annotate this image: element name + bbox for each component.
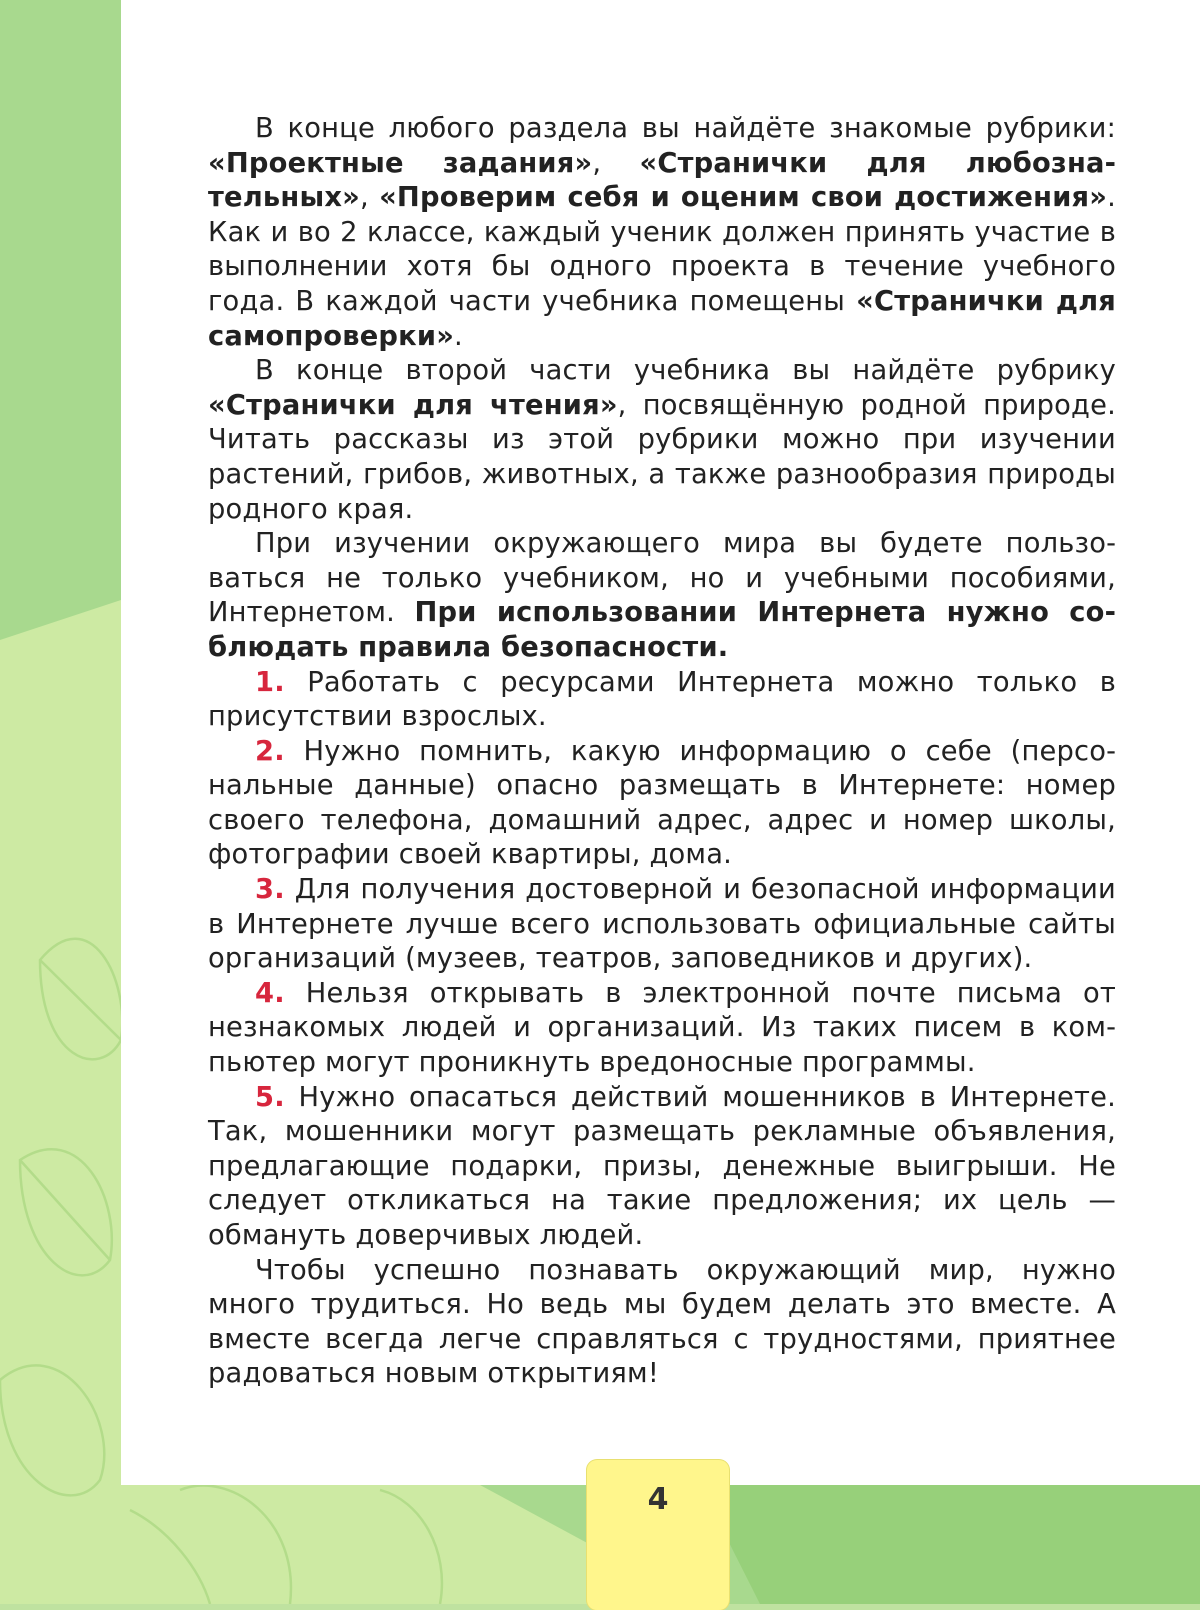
rule-number: 4. — [255, 977, 285, 1009]
text-run: , — [359, 182, 380, 214]
rule-item — [208, 873, 1116, 977]
bold-text: «Странички для самопроверки» — [208, 285, 1116, 352]
text-run: Чтобы успешно познавать окружающий мир, нужно много трудиться. Но ведь мы будем делать это вместе. А вместе всегда легче справляться с трудностями, приятнее радоваться новым открытиям! — [208, 1254, 1116, 1390]
page-number: 4 — [647, 1482, 669, 1517]
text-run: . — [454, 320, 463, 352]
text-run: , посвящённую родной природе. Читать рассказы из этой рубрики можно при изучении растений, грибов, животных, а также разнообразия природы родного края. — [208, 389, 1116, 525]
paragraph — [208, 1254, 1116, 1392]
text-run: В конце любого раздела вы найдёте знакомые рубрики: — [255, 113, 1116, 144]
text-run: , — [592, 147, 640, 179]
rule-item — [208, 666, 1116, 735]
text-run: При изучении окружающего мира вы будете пользоваться не только учебником, но и учебными пособиями, Интернетом. — [208, 528, 1116, 629]
paragraph — [208, 354, 1116, 527]
bold-text: При использовании Интернета нужно соблюдать правила безопасности. — [208, 597, 1116, 663]
text-run: Нельзя открывать в электронной почте письма от незнакомых людей и организаций. Из таких писем в компьютер могут проникнуть вредоносные программы. — [208, 977, 1116, 1079]
bold-text: «Проверим себя и оценим свои достижения» — [379, 182, 1108, 214]
text-run: Работать с ресурсами Интернета можно только в присутствии взрослых. — [208, 666, 1116, 733]
text-run: Нужно опасаться действий мошенников в Интернете. Так, мошенники могут размещать рекламные объявления, предлагающие подарки, призы, денежные выигрыши. Не следует откликаться на такие предложения; их цель — обмануть доверчивых людей. — [208, 1081, 1116, 1251]
text-run: В конце второй части учебника вы найдёте рубрику — [255, 355, 1116, 387]
body-text — [208, 112, 1116, 1392]
bold-text: «Странички для чтения» — [208, 389, 618, 421]
rule-number: 2. — [255, 735, 285, 767]
bold-text: «Странички для любознательных» — [208, 147, 1116, 214]
text-run: Нужно помнить, какую информацию о себе (персональные данные) опасно размещать в Интернете: номер своего телефона, домашний адрес, адрес и номер школы, фотографии своей квартиры, дома. — [208, 735, 1116, 871]
text-run: Для получения достоверной и безопасной информации в Интернете лучше всего использовать официальные сайты организаций (музеев, театров, заповедников и других). — [208, 874, 1116, 975]
rule-number: 1. — [255, 666, 285, 698]
rule-item — [208, 977, 1116, 1081]
rule-number: 3. — [255, 874, 285, 906]
rule-item — [208, 735, 1116, 873]
paragraph — [208, 527, 1116, 665]
text-run: . Как и во 2 классе, каждый ученик должен принять участие в выполнении хотя бы одного проекта в течение учебного года. В каждой части учебника помещены — [208, 182, 1116, 317]
paragraph — [208, 112, 1116, 354]
rule-item — [208, 1081, 1116, 1254]
rule-number: 5. — [255, 1081, 285, 1113]
page-number-badge — [587, 1460, 729, 1610]
bold-text: «Проектные задания» — [208, 147, 593, 179]
